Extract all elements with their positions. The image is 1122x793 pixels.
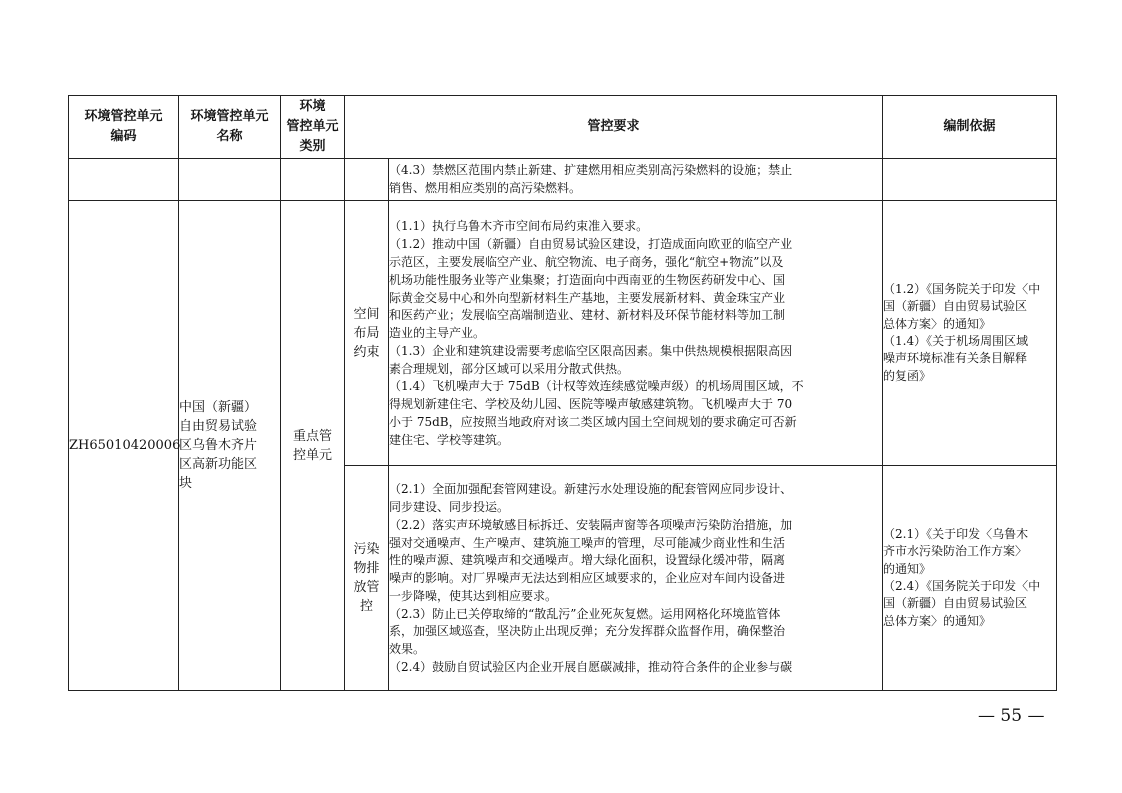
environmental-control-table <box>68 95 1057 691</box>
basis-cell-pollution: （2.1）《关于印发〈乌鲁木 齐市水污染防治工作方案〉 的通知》 （2.4）《国务院关于印发〈中 国（新疆）自由贸易试验区 总体方案〉的通知》 <box>883 466 1057 691</box>
unit-code: ZH65010420006 <box>69 201 179 691</box>
page-number: — 55 — <box>978 706 1045 726</box>
basis-cell-spatial: （1.2）《国务院关于印发〈中 国（新疆）自由贸易试验区 总体方案〉的通知》 （1.4）《关于机场周围区域 噪声环境标准有关条目解释 的复函》 <box>883 201 1057 466</box>
header-basis: 编制依据 <box>883 96 1057 159</box>
requirement-cell-continued: （4.3）禁燃区范围内禁止新建、扩建燃用相应类别高污染燃料的设施；禁止 销售、燃用相应类别的高污染燃料。 <box>389 159 883 201</box>
continued-row <box>69 159 1057 201</box>
unit-name: 中国（新疆） 自由贸易试验 区乌鲁木齐片 区高新功能区 块 <box>179 201 281 691</box>
unit-type: 重点管 控单元 <box>281 201 345 691</box>
empty-code-cell <box>69 159 179 201</box>
requirement-cell-spatial: （1.1）执行乌鲁木齐市空间布局约束准入要求。 （1.2）推动中国（新疆）自由贸易试验区建设，打造成面向欧亚的临空产业 示范区，主要发展临空产业、航空物流、电子商务，强化“航空+物流”以及 机场功能性服务业等产业集聚；打造面向中西南亚的生物医药研发中心、国 际黄金交易中心和外向型新材料生产基地，主要发展新材料、黄金珠宝产业 和医药产业；发展临空高端制造业、建材、新材料及环保节能材料等加工制 造业的主导产业。 （1.3）企业和建筑建设需要考虑临空区限高因素。集中供热规模根据限高因 素合理规划，部分区域可以采用分散式供热。 （1.4）飞机噪声大于 75dB（计权等效连续感觉噪声级）的机场周围区域，不 得规划新建住宅、学校及幼儿园、医院等噪声敏感建筑物。飞机噪声大于 70 小于 75dB，应按照当地政府对该二类区域内国土空间规划的要求确定可否新 建住宅、学校等建筑。 <box>389 201 883 466</box>
empty-basis-cell <box>883 159 1057 201</box>
header-code: 环境管控单元 编码 <box>69 96 179 159</box>
header-row <box>69 96 1057 159</box>
unit-row-spatial <box>69 201 1057 466</box>
empty-name-cell <box>179 159 281 201</box>
header-name: 环境管控单元 名称 <box>179 96 281 159</box>
category-pollutant-discharge: 污染 物排 放管 控 <box>345 466 389 691</box>
empty-category-cell <box>345 159 389 201</box>
empty-type-cell <box>281 159 345 201</box>
category-spatial-layout: 空间 布局 约束 <box>345 201 389 466</box>
header-type: 环境 管控单元 类别 <box>281 96 345 159</box>
requirement-cell-pollution: （2.1）全面加强配套管网建设。新建污水处理设施的配套管网应同步设计、 同步建设、同步投运。 （2.2）落实声环境敏感目标拆迁、安装隔声窗等各项噪声污染防治措施，加 强对交通噪声、生产噪声、建筑施工噪声的管理，尽可能减少商业性和生活 性的噪声源、建筑噪声和交通噪声。增大绿化面积，设置绿化缓冲带，隔离 噪声的影响。对厂界噪声无法达到相应区域要求的，企业应对车间内设备进 一步降噪，使其达到相应要求。 （2.3）防止已关停取缔的“散乱污”企业死灰复燃。运用网格化环境监管体 系，加强区域巡查，坚决防止出现反弹；充分发挥群众监督作用，确保整治 效果。 （2.4）鼓励自贸试验区内企业开展自愿碳减排，推动符合条件的企业参与碳 <box>389 466 883 691</box>
header-requirement: 管控要求 <box>345 96 883 159</box>
